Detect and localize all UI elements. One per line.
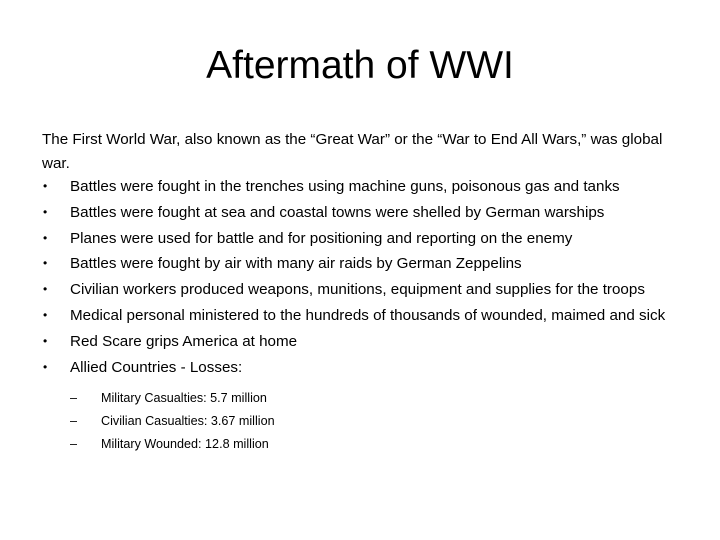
losses-sublist bbox=[70, 387, 692, 456]
bullet-text: Red Scare grips America at home bbox=[70, 332, 298, 350]
bullet-item bbox=[42, 227, 692, 251]
bullet-list bbox=[42, 175, 692, 456]
intro-paragraph: The First World War, also known as the “Great War” or the “War to End All Wars,” was global war. bbox=[42, 131, 663, 172]
bullet-text: Battles were fought at sea and coastal towns were shelled by German warships bbox=[70, 203, 605, 221]
bullet-dot: • bbox=[43, 256, 48, 271]
dash-marker: – bbox=[70, 391, 78, 406]
bullet-text: Battles were fought in the trenches using machine guns, poisonous gas and tanks bbox=[70, 178, 620, 195]
bullet-text: Battles were fought by air with many air raids by German Zeppelins bbox=[70, 255, 522, 273]
bullet-dot: • bbox=[43, 359, 48, 374]
bullet-dot: • bbox=[43, 204, 48, 219]
bullet-dot: • bbox=[43, 282, 48, 297]
bullet-dot: • bbox=[43, 333, 48, 348]
dash-marker: – bbox=[70, 437, 78, 452]
sub-bullet-item bbox=[70, 387, 692, 410]
bullet-dot: • bbox=[43, 230, 48, 245]
bullet-item bbox=[42, 175, 692, 199]
bullet-text: Civilian workers produced weapons, munitions, equipment and supplies for the troops bbox=[70, 281, 645, 299]
bullet-item bbox=[42, 356, 692, 457]
sub-bullet-text: Military Casualties: 5.7 million bbox=[101, 391, 267, 406]
bullet-item bbox=[42, 201, 692, 225]
slide-body bbox=[42, 128, 692, 458]
sub-bullet-text: Civilian Casualties: 3.67 million bbox=[101, 414, 275, 429]
dash-marker: – bbox=[70, 414, 78, 429]
bullet-text: Planes were used for battle and for positioning and reporting on the enemy bbox=[70, 229, 573, 247]
bullet-dot: • bbox=[43, 307, 48, 322]
bullet-text: Medical personal ministered to the hundreds of thousands of wounded, maimed and sick bbox=[70, 306, 666, 324]
bullet-item bbox=[42, 330, 692, 354]
sub-bullet-item bbox=[70, 433, 692, 456]
sub-bullet-item bbox=[70, 410, 692, 433]
bullet-text: Allied Countries - Losses: bbox=[70, 358, 243, 376]
bullet-item bbox=[42, 278, 692, 302]
sub-bullet-text: Military Wounded: 12.8 million bbox=[101, 437, 269, 452]
slide-title: Aftermath of WWI bbox=[206, 44, 514, 87]
bullet-item bbox=[42, 304, 692, 328]
bullet-item bbox=[42, 252, 692, 276]
bullet-dot: • bbox=[43, 179, 48, 193]
